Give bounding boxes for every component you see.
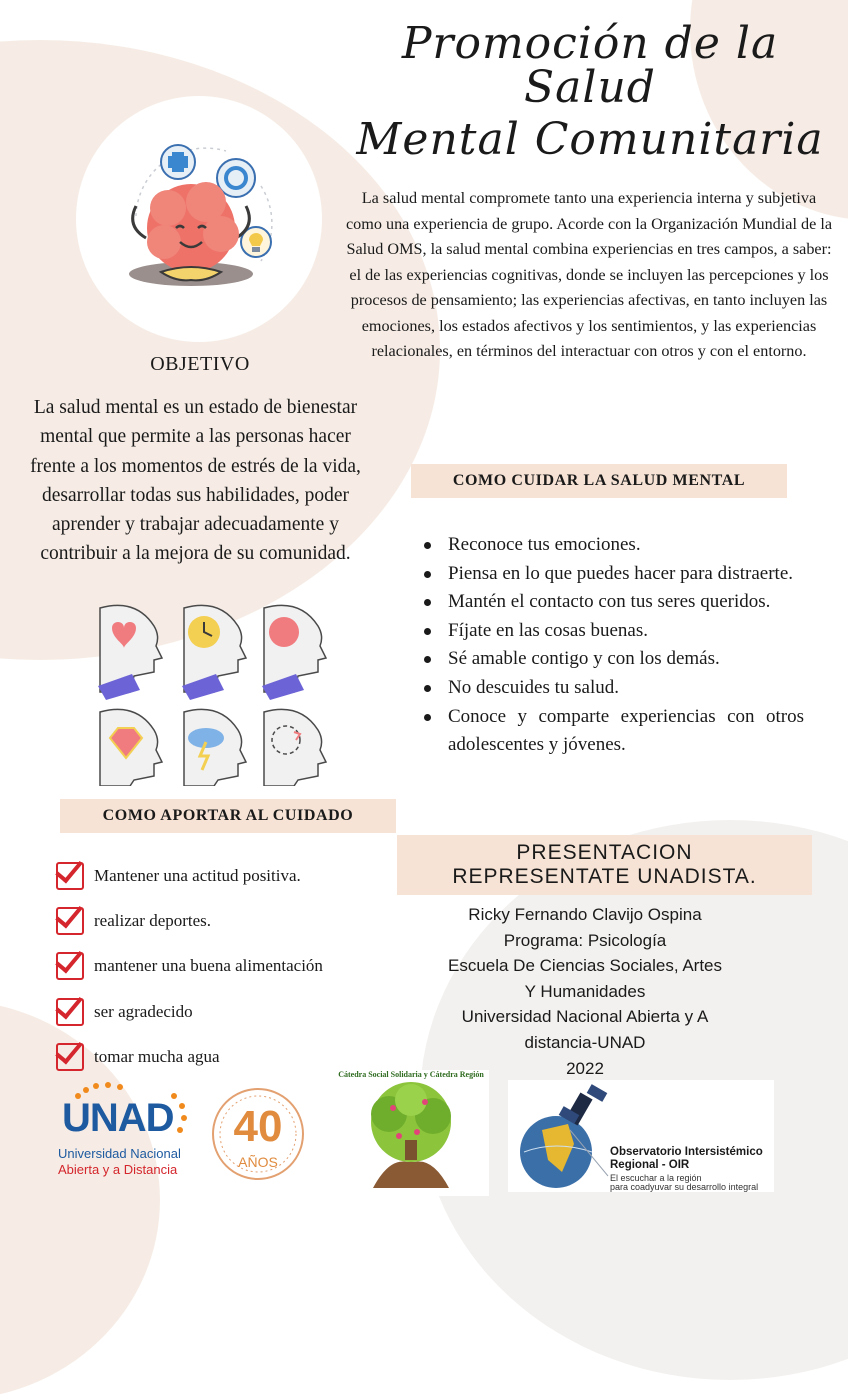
list-item — [422, 703, 804, 760]
unad-logo — [56, 1082, 196, 1182]
university-line-2: distancia-UNAD — [524, 1032, 646, 1052]
objective-text: La salud mental es un estado de bienestar mental que permite a las personas hacer frente a los momentos de estrés de la vida, desarrollar todas sus habilidades, poder aprender y trabajar adecuadamente y contribuir a la mejora de su comunidad. — [30, 397, 361, 565]
unad-mark: UNAD — [62, 1096, 174, 1140]
care-item-text: Sé amable contigo y con los demás. — [448, 648, 720, 670]
presentation-heading-line-2: REPRESENTATE UNADISTA. — [452, 865, 757, 888]
presentation-heading-line-1: PRESENTACION — [516, 841, 693, 864]
unad-line-1: Universidad Nacional — [58, 1146, 181, 1161]
checklist-label: realizar deportes. — [94, 911, 212, 930]
oir-sub-1: El escuchar a la región — [610, 1173, 702, 1183]
care-item-text: Fíjate en las cosas buenas. — [448, 619, 648, 641]
anniversary-label: AÑOS — [238, 1154, 278, 1170]
checkbox-checked-icon — [56, 862, 84, 890]
oir-title-1: Observatorio Intersistémico — [610, 1146, 763, 1158]
checkbox-checked-icon — [56, 998, 84, 1026]
oir-logo — [508, 1080, 774, 1192]
care-item-text: No descuides tu salud. — [448, 676, 619, 698]
anniversary-number: 40 — [233, 1102, 283, 1151]
university-line-1: Universidad Nacional Abierta y A — [461, 1007, 709, 1027]
checklist-item — [56, 862, 301, 890]
list-item — [422, 645, 804, 674]
mind-heads-icon — [88, 600, 338, 786]
head-brain-icon — [262, 605, 326, 700]
checklist-label: ser agradecido — [94, 1002, 193, 1021]
checklist-item — [56, 1043, 220, 1071]
list-item — [422, 560, 804, 589]
care-item-text: Conoce y comparte experiencias con otros adolescentes y jóvenes. — [448, 705, 804, 756]
oir-title-2: Regional - OIR — [610, 1159, 690, 1171]
checklist-item — [56, 952, 323, 980]
care-heading: COMO CUIDAR LA SALUD MENTAL — [452, 472, 746, 489]
care-item-text: Reconoce tus emociones. — [448, 534, 641, 555]
brain-illustration — [76, 96, 322, 342]
year-line: 2022 — [566, 1058, 604, 1078]
intro-paragraph: La salud mental compromete tanto una experiencia interna y subjetiva como una experiencia de grupo. Acorde con la Organización Mundial de la Salud OMS, la salud mental combina experiencias en tres campos, a saber: el de las experiencias cognitivas, donde se incluyen las percepciones y los procesos de pensamiento; las experiencias afectivas, en tanto incluyen las emociones, los estados afectivos y los sentimientos, y las experiencias relacionales, en términos del interactuar con otros y con el entorno. — [345, 189, 833, 360]
contribute-heading: COMO APORTAR AL CUIDADO — [102, 807, 354, 824]
presenter-name: Ricky Fernando Clavijo Ospina — [468, 905, 702, 924]
checkbox-checked-icon — [56, 907, 84, 935]
bullet-icon — [424, 571, 431, 578]
contribute-heading-band — [60, 799, 396, 833]
meditating-brain-icon — [76, 96, 322, 342]
globe-satellite-icon — [508, 1080, 618, 1192]
title-line-1: Promoción de la Salud — [401, 18, 779, 113]
school-line-1: Escuela De Ciencias Sociales, Artes — [447, 956, 723, 976]
checklist-label: mantener una buena alimentación — [94, 956, 323, 975]
bullet-icon — [424, 656, 431, 663]
checklist-label: tomar mucha agua — [94, 1047, 220, 1066]
head-clock-icon — [182, 605, 246, 700]
checklist-item — [56, 998, 193, 1026]
care-item-text: Mantén el contacto con tus seres queridos. — [448, 591, 771, 613]
oir-sub-2: para coadyuvar su desarrollo integral — [610, 1182, 759, 1192]
title-line-2: Mental Comunitaria — [356, 114, 824, 165]
catedra-logo — [333, 1070, 489, 1196]
care-item-text: Piensa en lo que puedes hacer para distraerte. — [448, 562, 794, 584]
program-line: Programa: Psicología — [503, 930, 667, 950]
heads-illustration — [88, 600, 338, 786]
list-item — [422, 674, 804, 703]
bullet-icon — [424, 599, 431, 606]
care-heading-band — [411, 464, 787, 498]
checkbox-checked-icon — [56, 1043, 84, 1071]
presentation-info — [420, 902, 750, 1081]
presentation-heading-band — [397, 835, 812, 895]
head-heart-icon — [98, 605, 162, 700]
bullet-icon — [424, 685, 431, 692]
head-diamond-icon — [100, 709, 162, 786]
care-list — [422, 531, 804, 760]
head-cycle-icon — [264, 709, 326, 786]
objective-heading: OBJETIVO — [150, 353, 250, 375]
list-item — [422, 531, 804, 560]
catedra-text: Cátedra Social Solidaria y Cátedra Región — [338, 1070, 484, 1079]
bullet-icon — [424, 628, 431, 635]
checklist-item — [56, 907, 211, 935]
unad-line-2: Abierta y a Distancia — [58, 1162, 178, 1177]
bullet-icon — [424, 542, 431, 549]
tree-hands-icon — [333, 1070, 489, 1196]
anniversary-logo — [208, 1084, 308, 1184]
checklist-label: Mantener una actitud positiva. — [94, 866, 301, 885]
checkbox-checked-icon — [56, 952, 84, 980]
head-storm-icon — [184, 709, 246, 786]
list-item — [422, 617, 804, 646]
page-title — [350, 18, 830, 165]
school-line-2: Y Humanidades — [524, 981, 646, 1001]
list-item — [422, 588, 804, 617]
bullet-icon — [424, 714, 431, 721]
